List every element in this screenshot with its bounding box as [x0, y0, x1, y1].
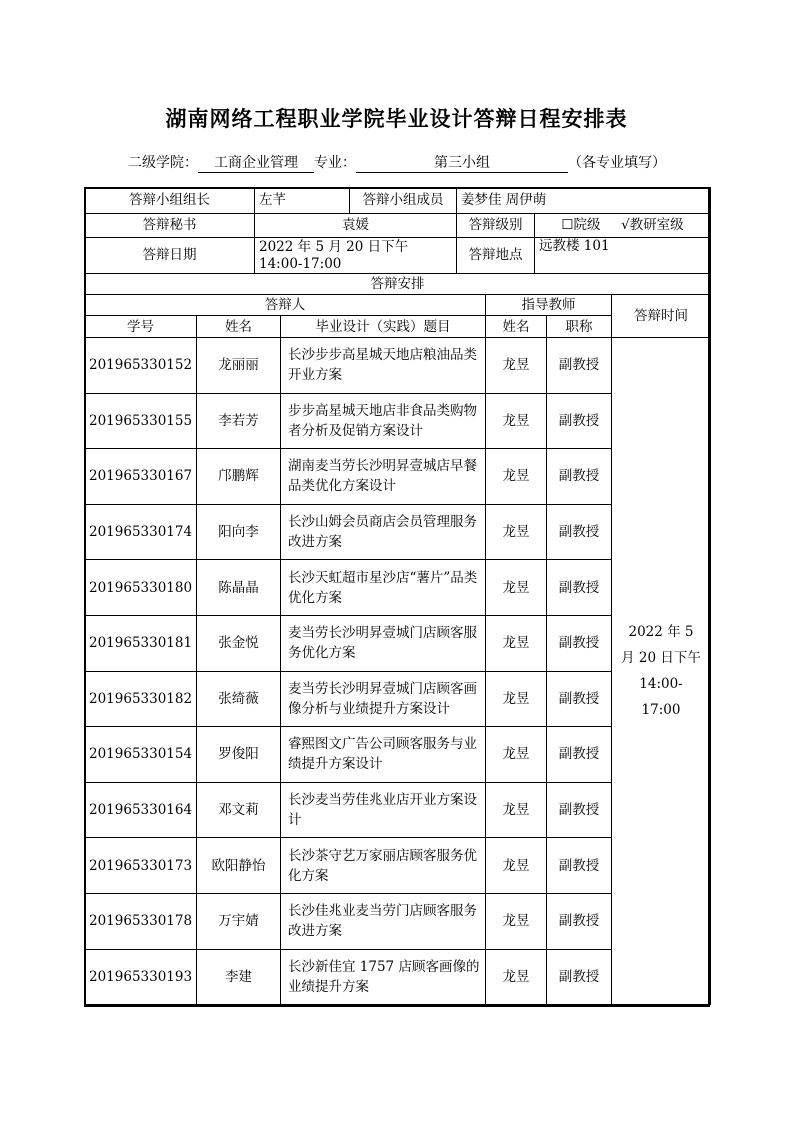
- level-options: [535, 214, 711, 238]
- advisor-title: 副教授: [547, 615, 612, 671]
- advisor-name: 龙昱: [486, 727, 547, 783]
- student-id: 201965330152: [85, 338, 197, 394]
- student-id: 201965330181: [85, 615, 197, 671]
- student-name: 张绮薇: [197, 671, 281, 727]
- advisor-name: 龙昱: [486, 615, 547, 671]
- schedule-time: 2022 年 5 月 20 日下午 14:00-17:00: [612, 338, 711, 1005]
- student-name: 邓文莉: [197, 782, 281, 838]
- members-label: 答辩小组成员: [350, 188, 457, 214]
- student-name: 陈晶晶: [197, 560, 281, 616]
- leader-value: 左芊: [255, 188, 350, 214]
- advisor-name: 龙昱: [486, 893, 547, 949]
- advisor-name: 龙昱: [486, 782, 547, 838]
- student-name: 张金悦: [197, 615, 281, 671]
- major-value: 第三小组: [356, 155, 568, 173]
- topic: 麦当劳长沙明昇壹城门店顾客服务优化方案: [281, 615, 486, 671]
- student-id: 201965330180: [85, 560, 197, 616]
- info-table: [84, 187, 711, 295]
- advisor-title: 副教授: [547, 671, 612, 727]
- student-name: 李若芳: [197, 393, 281, 449]
- advisor-title: 副教授: [547, 949, 612, 1005]
- student-id: 201965330164: [85, 782, 197, 838]
- advisor-title: 副教授: [547, 338, 612, 394]
- student-name: 万宇婧: [197, 893, 281, 949]
- col-student-name: 姓名: [197, 316, 281, 338]
- student-id: 201965330154: [85, 727, 197, 783]
- student-id: 201965330167: [85, 449, 197, 505]
- level-label: 答辩级别: [457, 214, 535, 238]
- college-label: 二级学院：: [128, 155, 198, 171]
- place-label: 答辩地点: [457, 238, 535, 274]
- advisor-name: 龙昱: [486, 393, 547, 449]
- secretary-value: 袁媛: [255, 214, 457, 238]
- advisor-name: 龙昱: [486, 338, 547, 394]
- student-name: 欧阳静怡: [197, 838, 281, 894]
- level-option-institute: ☐院级: [561, 217, 601, 233]
- advisor-title: 副教授: [547, 727, 612, 783]
- topic: 长沙新佳宜 1757 店顾客画像的业绩提升方案: [281, 949, 486, 1005]
- advisor-title: 副教授: [547, 393, 612, 449]
- student-id: 201965330174: [85, 504, 197, 560]
- student-name: 龙丽丽: [197, 338, 281, 394]
- advisor-title: 副教授: [547, 838, 612, 894]
- advisor-title: 副教授: [547, 782, 612, 838]
- advisor-title: 副教授: [547, 504, 612, 560]
- topic: 长沙麦当劳佳兆业店开业方案设计: [281, 782, 486, 838]
- student-name: 李建: [197, 949, 281, 1005]
- student-id: 201965330193: [85, 949, 197, 1005]
- topic: 睿熙图文广告公司顾客服务与业绩提升方案设计: [281, 727, 486, 783]
- college-value: 工商企业管理: [198, 155, 314, 173]
- student-name: 阳向李: [197, 504, 281, 560]
- level-option-department: √教研室级: [621, 217, 684, 233]
- advisor-name: 龙昱: [486, 838, 547, 894]
- header-note: （各专业填写）: [568, 155, 666, 171]
- advisor-title: 副教授: [547, 560, 612, 616]
- leader-label: 答辩小组组长: [85, 188, 255, 214]
- secretary-label: 答辩秘书: [85, 214, 255, 238]
- major-label: 专业：: [314, 155, 356, 171]
- student-id: 201965330155: [85, 393, 197, 449]
- topic: 湖南麦当劳长沙明昇壹城店早餐品类优化方案设计: [281, 449, 486, 505]
- student-id: 201965330173: [85, 838, 197, 894]
- table-row: [85, 338, 711, 394]
- col-advisor-name: 姓名: [486, 316, 547, 338]
- col-topic: 毕业设计（实践）题目: [281, 316, 486, 338]
- topic: 长沙山姆会员商店会员管理服务改进方案: [281, 504, 486, 560]
- advisor-title: 副教授: [547, 893, 612, 949]
- schedule-rows: [85, 338, 711, 1005]
- date-value: 2022 年 5 月 20 日下午 14:00-17:00: [255, 238, 457, 274]
- topic: 长沙佳兆业麦当劳门店顾客服务改进方案: [281, 893, 486, 949]
- date-label: 答辩日期: [85, 238, 255, 274]
- col-student-id: 学号: [85, 316, 197, 338]
- student-name: 罗俊阳: [197, 727, 281, 783]
- page-title: 湖南网络工程职业学院毕业设计答辩日程安排表: [165, 106, 628, 131]
- schedule-table: [84, 294, 711, 1005]
- time-header: 答辩时间: [612, 295, 711, 338]
- topic: 长沙步步高星城天地店粮油品类开业方案: [281, 338, 486, 394]
- student-name: 邝鹏辉: [197, 449, 281, 505]
- topic: 长沙天虹超市星沙店“薯片”品类优化方案: [281, 560, 486, 616]
- advisor-name: 龙昱: [486, 504, 547, 560]
- advisor-name: 龙昱: [486, 449, 547, 505]
- place-value: 远教楼 101: [535, 238, 711, 274]
- schedule-label: 答辩安排: [85, 274, 711, 295]
- student-id: 201965330178: [85, 893, 197, 949]
- topic: 长沙茶守艺万家丽店顾客服务优化方案: [281, 838, 486, 894]
- topic: 麦当劳长沙明昇壹城门店顾客画像分析与业绩提升方案设计: [281, 671, 486, 727]
- advisor-title: 副教授: [547, 449, 612, 505]
- members-value: 姜梦佳 周伊萌: [457, 188, 711, 214]
- advisor-name: 龙昱: [486, 671, 547, 727]
- advisor-name: 龙昱: [486, 560, 547, 616]
- col-advisor-title: 职称: [547, 316, 612, 338]
- topic: 步步高星城天地店非食品类购物者分析及促销方案设计: [281, 393, 486, 449]
- advisor-name: 龙昱: [486, 949, 547, 1005]
- student-id: 201965330182: [85, 671, 197, 727]
- advisor-group-header: 指导教师: [486, 295, 612, 316]
- header-line: [128, 152, 728, 173]
- student-group-header: 答辩人: [85, 295, 486, 316]
